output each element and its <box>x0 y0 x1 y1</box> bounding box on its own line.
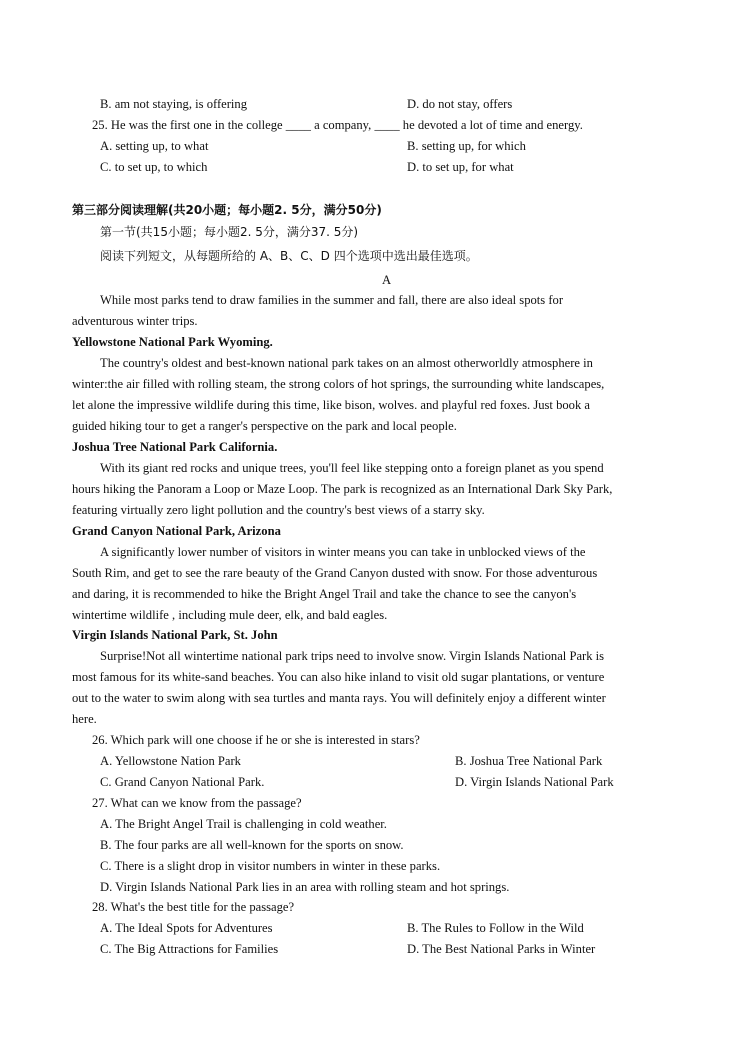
passage-intro-line-1: While most parks tend to draw families in the summer and fall, there are also ideal spots for <box>100 293 564 307</box>
q26-stem: 26. Which park will one choose if he or she is interested in stars? <box>92 733 420 747</box>
section-title: 第三部分阅读理解(共20小题；每小题2. 5分，满分50分) <box>72 203 382 217</box>
virgin-islands-line-4: here. <box>72 712 97 726</box>
q28-option-b: B. The Rules to Follow in the Wild <box>407 921 584 935</box>
q28-option-c: C. The Big Attractions for Families <box>100 942 279 956</box>
virgin-islands-heading: Virgin Islands National Park, St. John <box>72 628 278 642</box>
grand-canyon-line-4: wintertime wildlife , including mule deer, elk, and bald eagles. <box>72 608 388 622</box>
q25-option-b: B. setting up, for which <box>407 139 526 153</box>
yellowstone-line-1: The country's oldest and best-known national park takes on an almost otherworldly atmosphere in <box>100 356 593 370</box>
q27-option-c: C. There is a slight drop in visitor numbers in winter in these parks. <box>100 859 441 873</box>
yellowstone-line-2: winter:the air filled with rolling steam, the strong colors of hot springs, the surrounding white landscapes, <box>72 377 605 391</box>
joshua-tree-line-1: With its giant red rocks and unique trees, you'll feel like stepping onto a foreign planet as you spend <box>100 461 604 475</box>
q25-stem: 25. He was the first one in the college ____ a company, ____ he devoted a lot of time and energy. <box>92 118 583 132</box>
q28-option-a: A. The Ideal Spots for Adventures <box>100 921 273 935</box>
grand-canyon-line-2: South Rim, and get to see the rare beauty of the Grand Canyon dusted with snow. For those adventurous <box>72 566 598 580</box>
passage-intro-line-2: adventurous winter trips. <box>72 314 198 328</box>
grand-canyon-heading: Grand Canyon National Park, Arizona <box>72 524 281 538</box>
q25-option-a: A. setting up, to what <box>100 139 209 153</box>
q28-option-d: D. The Best National Parks in Winter <box>407 942 596 956</box>
joshua-tree-line-3: featuring virtually zero light pollution and the country's best views of a starry sky. <box>72 503 485 517</box>
joshua-tree-heading: Joshua Tree National Park California. <box>72 440 278 454</box>
section-instruction: 阅读下列短文，从每题所给的 A、B、C、D 四个选项中选出最佳选项。 <box>100 249 478 263</box>
q24-option-d: D. do not stay, offers <box>407 97 513 111</box>
yellowstone-line-4: guided hiking tour to get a ranger's perspective on the park and local people. <box>72 419 457 433</box>
q27-option-d: D. Virgin Islands National Park lies in an area with rolling steam and hot springs. <box>100 880 510 894</box>
q25-option-d: D. to set up, for what <box>407 160 514 174</box>
section-part-heading: 第一节(共15小题；每小题2. 5分，满分37. 5分) <box>100 225 359 239</box>
q27-option-b: B. The four parks are all well-known for the sports on snow. <box>100 838 404 852</box>
q28-stem: 28. What's the best title for the passage? <box>92 900 295 914</box>
q27-stem: 27. What can we know from the passage? <box>92 796 302 810</box>
q26-option-b: B. Joshua Tree National Park <box>455 754 603 768</box>
yellowstone-heading: Yellowstone National Park Wyoming. <box>72 335 273 349</box>
yellowstone-line-3: let alone the impressive wildlife during this time, like bison, wolves. and playful red foxes. Just book a <box>72 398 590 412</box>
q24-option-b: B. am not staying, is offering <box>100 97 248 111</box>
passage-label: A <box>382 273 392 287</box>
q26-option-a: A. Yellowstone Nation Park <box>100 754 241 768</box>
virgin-islands-line-3: out to the water to swim along with sea turtles and manta rays. You will definitely enjoy a different winter <box>72 691 606 705</box>
q25-option-c: C. to set up, to which <box>100 160 208 174</box>
virgin-islands-line-1: Surprise!Not all wintertime national park trips need to involve snow. Virgin Islands National Park is <box>100 649 605 663</box>
q27-option-a: A. The Bright Angel Trail is challenging in cold weather. <box>100 817 387 831</box>
q26-option-d: D. Virgin Islands National Park <box>455 775 614 789</box>
q26-option-c: C. Grand Canyon National Park. <box>100 775 265 789</box>
grand-canyon-line-3: and daring, it is recommended to hike the Bright Angel Trail and take the chance to see the canyon's <box>72 587 577 601</box>
grand-canyon-line-1: A significantly lower number of visitors in winter means you can take in unblocked views of the <box>100 545 586 559</box>
virgin-islands-line-2: most famous for its white-sand beaches. You can also hike inland to visit old sugar plantations, or venture <box>72 670 605 684</box>
joshua-tree-line-2: hours hiking the Panoram a Loop or Maze Loop. The park is recognized as an International Dark Sky Park, <box>72 482 613 496</box>
